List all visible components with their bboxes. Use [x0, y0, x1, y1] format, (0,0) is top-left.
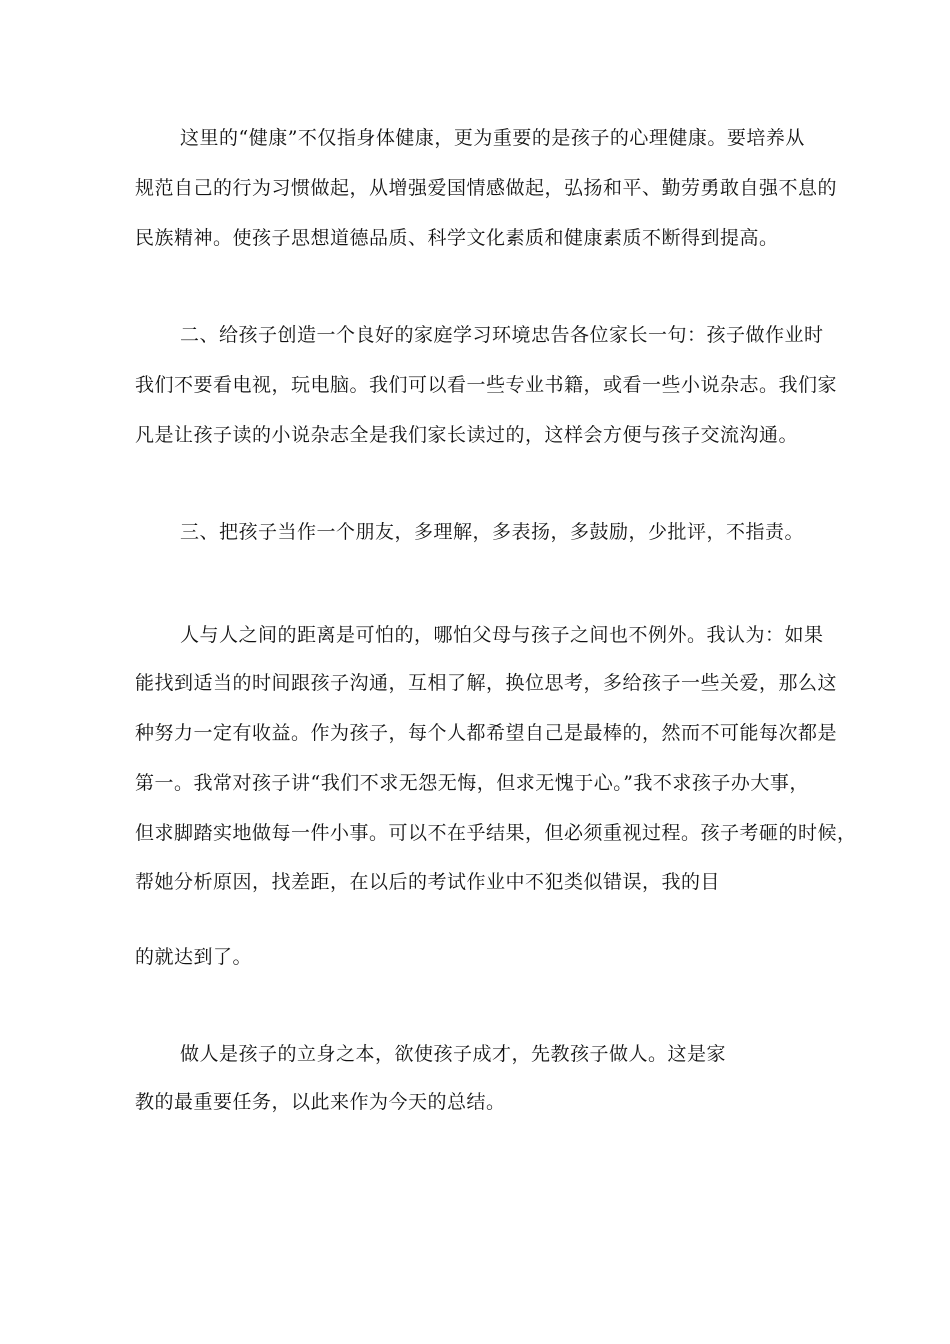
- paragraph-4-line-5: 但求脚踏实地做每一件小事。可以不在乎结果，但必须重视过程。孩子考砸的时候，: [135, 822, 857, 844]
- paragraph-3-line-1: 三、把孩子当作一个朋友，多理解，多表扬，多鼓励，少批评，不指责。: [180, 521, 805, 543]
- paragraph-4-line-3: 种努力一定有收益。作为孩子，每个人都希望自己是最棒的，然而不可能每次都是: [135, 722, 838, 744]
- paragraph-2-line-2: 我们不要看电视，玩电脑。我们可以看一些专业书籍，或看一些小说杂志。我们家: [135, 374, 838, 396]
- paragraph-4-line-4: 第一。我常对孩子讲“我们不求无怨无悔，但求无愧于心。”我不求孩子办大事，: [135, 772, 809, 794]
- paragraph-1-line-3: 民族精神。使孩子思想道德品质、科学文化素质和健康素质不断得到提高。: [135, 227, 779, 249]
- paragraph-4-line-1: 人与人之间的距离是可怕的，哪怕父母与孩子之间也不例外。我认为：如果: [180, 624, 824, 646]
- paragraph-2-line-3: 凡是让孩子读的小说杂志全是我们家长读过的，这样会方便与孩子交流沟通。: [135, 424, 799, 446]
- paragraph-4-line-6: 帮她分析原因，找差距，在以后的考试作业中不犯类似错误，我的目: [135, 871, 721, 893]
- paragraph-5-line-2: 教的最重要任务，以此来作为今天的总结。: [135, 1091, 506, 1113]
- paragraph-5-line-1: 做人是孩子的立身之本，欲使孩子成才，先教孩子做人。这是家: [180, 1043, 727, 1065]
- paragraph-2-line-1: 二、给孩子创造一个良好的家庭学习环境忠告各位家长一句：孩子做作业时: [180, 324, 824, 346]
- paragraph-4-line-7: 的就达到了。: [135, 946, 253, 968]
- paragraph-1-line-1: 这里的“健康”不仅指身体健康，更为重要的是孩子的心理健康。要培养从: [180, 127, 805, 149]
- paragraph-4-line-2: 能找到适当的时间跟孩子沟通，互相了解，换位思考，多给孩子一些关爱，那么这: [135, 672, 838, 694]
- paragraph-1-line-2: 规范自己的行为习惯做起，从增强爱国情感做起，弘扬和平、勤劳勇敢自强不息的: [135, 177, 838, 199]
